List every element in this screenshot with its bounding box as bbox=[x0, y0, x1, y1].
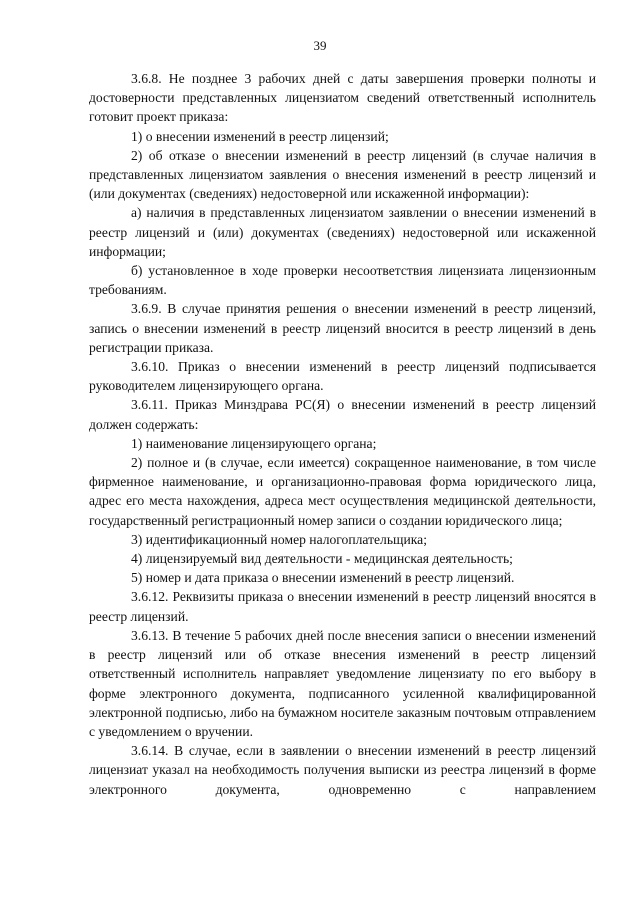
list-item-3: 3) идентификационный номер налогоплательщика; bbox=[131, 531, 427, 547]
paragraph-3-6-13: 3.6.13. В течение 5 рабочих дней после внесения записи о внесении изменений в реестр лицензий или об отказе внесения изменений в реестр лицензий ответственный исполнитель направляет уведомление лицензиату по его выбору в форме электронного документа, подписанного усиленной квалифицированной электронной подписью, либо на бумажном носителе заказным почтовым отправлением с уведомлением о вручении. bbox=[89, 627, 596, 739]
list-item-2: 2) полное и (в случае, если имеется) сокращенное наименование, в том числе фирменное наименование, и организационно-правовая форма юридического лица, адрес его места нахождения, адреса мест осуществления медицинской деятельности, государственный регистрационный номер записи о создании юридического лица; bbox=[89, 455, 596, 528]
list-item-4: 4) лицензируемый вид деятельности - медицинская деятельность; bbox=[131, 551, 513, 567]
paragraph-3-6-12: 3.6.12. Реквизиты приказа о внесении изменений в реестр лицензий вносятся в реестр лицензий. bbox=[89, 589, 596, 624]
paragraph-3-6-14: 3.6.14. В случае, если в заявлении о внесении изменений в реестр лицензий лицензиат указал на необходимость получения выписки из реестра лицензий в форме электронного документа, одновременно с направлением bbox=[89, 743, 596, 797]
paragraph-3-6-9: 3.6.9. В случае принятия решения о внесении изменений в реестр лицензий, запись о внесении изменений в реестр лицензий вносится в реестр лицензий в день регистрации приказа. bbox=[89, 301, 596, 355]
list-item-5: 5) номер и дата приказа о внесении изменений в реестр лицензий. bbox=[131, 570, 515, 586]
document-body bbox=[89, 69, 596, 799]
paragraph-3-6-8: 3.6.8. Не позднее 3 рабочих дней с даты завершения проверки полноты и достоверности представленных лицензиатом сведений ответственный исполнитель готовит проект приказа: bbox=[89, 71, 596, 125]
list-item-1: 1) наименование лицензирующего органа; bbox=[131, 435, 377, 451]
list-item-a: а) наличия в представленных лицензиатом заявлении о внесении изменений в реестр лицензий и (или) документах (сведениях) недостоверной или искаженной информации; bbox=[89, 205, 596, 259]
paragraph-3-6-11: 3.6.11. Приказ Минздрава РС(Я) о внесении изменений в реестр лицензий должен содержать: bbox=[89, 397, 596, 432]
page-number: 39 bbox=[313, 38, 327, 53]
list-item-1: 1) о внесении изменений в реестр лицензий; bbox=[131, 128, 389, 144]
list-item-b: б) установленное в ходе проверки несоответствия лицензиата лицензионным требованиям. bbox=[89, 263, 596, 298]
paragraph-3-6-10: 3.6.10. Приказ о внесении изменений в реестр лицензий подписывается руководителем лицензирующего органа. bbox=[89, 359, 596, 394]
list-item-2: 2) об отказе о внесении изменений в реестр лицензий (в случае наличия в представленных лицензиатом заявления о внесения изменений в реестр лицензий и (или документах (сведениях) недостоверной или искаженной информации): bbox=[89, 147, 596, 202]
